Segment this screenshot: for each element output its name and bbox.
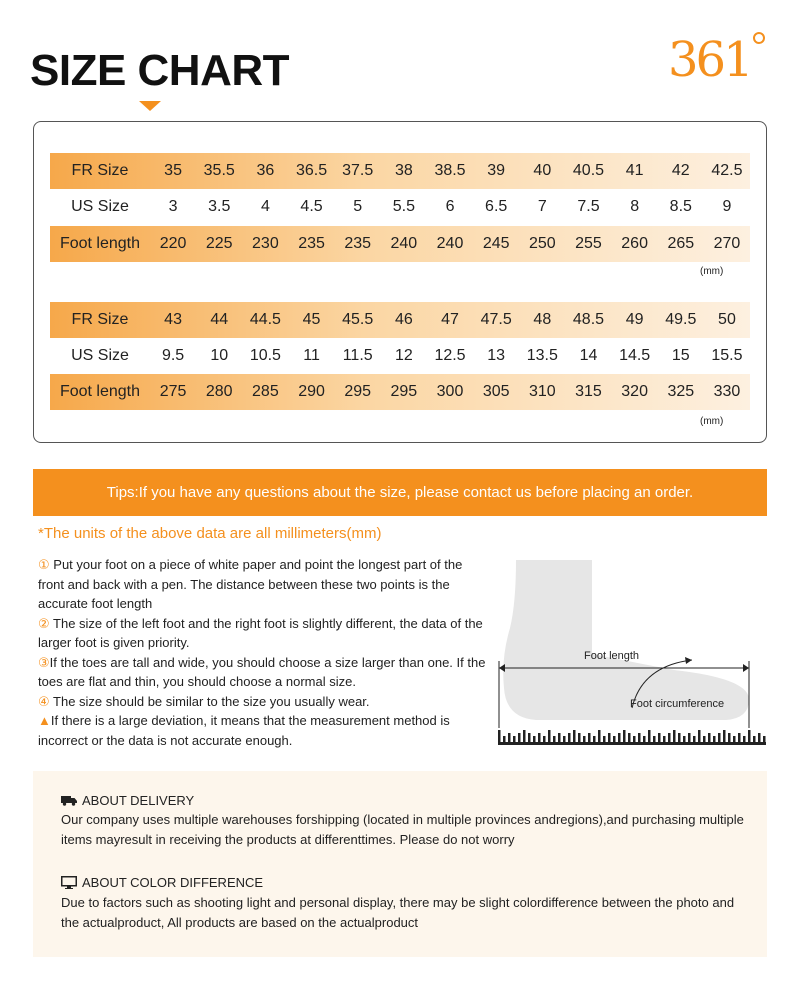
size-cell: 11.5 [342, 347, 373, 364]
page-title: SIZE CHART [30, 46, 289, 95]
ruler-tick [603, 736, 606, 742]
size-cell: 46 [394, 311, 413, 328]
ruler-tick [558, 733, 561, 742]
size-cell: 245 [482, 235, 510, 252]
instruction-text: The size should be similar to the size you usually wear. [49, 693, 370, 709]
ruler-tick [673, 730, 676, 742]
ruler-tick [708, 733, 711, 742]
ruler-tick [753, 736, 756, 742]
ruler-tick [733, 736, 736, 742]
size-cell: 49 [625, 311, 644, 328]
row-label: Foot length [59, 383, 141, 400]
size-cell: 240 [390, 235, 418, 252]
size-cell: 38.5 [434, 162, 466, 179]
size-cell: 10.5 [249, 347, 281, 364]
size-cell: 14.5 [619, 347, 651, 364]
ruler-tick [633, 736, 636, 742]
brand-logo [668, 30, 772, 90]
ruler-tick [703, 736, 706, 742]
ruler-tick [688, 733, 691, 742]
ruler-tick [668, 733, 671, 742]
size-cell: 8.5 [669, 198, 692, 215]
row-label: FR Size [71, 311, 129, 328]
size-cell: 330 [713, 383, 741, 400]
title-marker-icon [139, 101, 161, 111]
ruler-tick [498, 730, 501, 742]
ruler-tick [553, 736, 556, 742]
degree-icon [753, 32, 765, 44]
size-cell: 7 [537, 198, 547, 215]
row-label: US Size [71, 347, 129, 364]
ruler-tick [743, 736, 746, 742]
size-cell: 9 [722, 198, 732, 215]
size-cell: 235 [298, 235, 325, 252]
ruler-tick [543, 736, 546, 742]
size-cell: 315 [575, 383, 602, 400]
row-cells [150, 235, 750, 253]
instruction-2 [38, 614, 488, 653]
ruler-tick [623, 730, 626, 742]
size-cell: 325 [667, 383, 695, 400]
row-label: Foot length [59, 235, 141, 252]
ruler-tick [618, 733, 621, 742]
ruler-tick [693, 736, 696, 742]
size-cell: 12.5 [434, 347, 466, 364]
ruler-tick [643, 736, 646, 742]
size-cell: 13.5 [526, 347, 558, 364]
size-cell: 7.5 [577, 198, 600, 215]
size-cell: 6 [445, 198, 455, 215]
ruler-tick [718, 733, 721, 742]
size-cell: 250 [528, 235, 556, 252]
size-cell: 40.5 [572, 162, 605, 179]
row-label: US Size [71, 198, 129, 215]
size-cell: 15 [671, 347, 690, 364]
foot-measure-diagram [496, 558, 770, 748]
ruler-tick [573, 730, 576, 742]
size-cell: 320 [621, 383, 648, 400]
size-cell: 47 [441, 311, 459, 328]
ruler-tick [518, 733, 521, 742]
size-cell: 36.5 [295, 162, 328, 179]
size-cell: 265 [667, 235, 695, 252]
size-cell: 6.5 [485, 198, 508, 215]
info-box [33, 771, 767, 957]
size-cell: 38 [394, 162, 413, 179]
ruler-base [498, 742, 766, 745]
ruler-tick [593, 736, 596, 742]
size-cell: 48 [533, 311, 552, 328]
row-cells [150, 198, 750, 216]
size-cell: 3.5 [208, 198, 231, 215]
monitor-icon [61, 876, 77, 889]
size-cell: 43 [164, 311, 182, 328]
ruler-tick [598, 730, 601, 742]
ruler-tick [763, 736, 766, 742]
size-cell: 260 [621, 235, 648, 252]
size-cell: 40 [533, 162, 552, 179]
size-cell: 8 [630, 198, 640, 215]
foot-silhouette [503, 560, 749, 720]
size-cell: 240 [436, 235, 464, 252]
warning-icon: ▲ [38, 713, 51, 728]
size-cell: 39 [487, 162, 506, 179]
size-cell: 305 [482, 383, 510, 400]
ruler-tick [648, 730, 651, 742]
size-cell: 35.5 [203, 162, 235, 179]
size-cell: 45 [302, 311, 321, 328]
ruler-tick [528, 733, 531, 742]
instruction-text: If there is a large deviation, it means that the measurement method is incorrect or the data is not accurate enough. [38, 713, 450, 748]
size-cell: 285 [252, 383, 279, 400]
foot-circumference-label: Foot circumference [630, 698, 725, 710]
size-cell: 270 [713, 235, 741, 252]
size-cell: 4.5 [300, 198, 323, 215]
tips-text: Tips:If you have any questions about the size, please contact us before placing an order. [106, 484, 694, 501]
size-cell: 310 [528, 383, 556, 400]
size-cell: 44.5 [249, 311, 281, 328]
ruler-tick [533, 736, 536, 742]
size-cell: 42.5 [711, 162, 743, 179]
ruler-tick [538, 733, 541, 742]
unit-label: (mm) [700, 266, 724, 277]
ruler-tick [628, 733, 631, 742]
tips-bar [33, 469, 767, 516]
size-cell: 14 [579, 347, 598, 364]
size-cell: 280 [205, 383, 233, 400]
size-row [50, 189, 750, 225]
size-cell: 295 [390, 383, 418, 400]
color-difference-text: Due to factors such as shooting light and personal display, there may be slight colordifference between the photo and the actualproduct, All products are based on the actualproduct [61, 895, 735, 930]
instruction-marker: ④ [38, 693, 50, 709]
instruction-text: If the toes are tall and wide, you should choose a size larger than one. If the toes are flat and thin, you should choose a normal size. [38, 654, 486, 689]
size-row [50, 302, 750, 338]
ruler-tick [738, 733, 741, 742]
instruction-4 [38, 692, 488, 712]
ruler-tick [583, 736, 586, 742]
size-cell: 290 [298, 383, 325, 400]
instruction-5 [38, 711, 488, 750]
size-cell: 230 [252, 235, 279, 252]
size-cell: 45.5 [342, 311, 374, 328]
size-cell: 12 [394, 347, 413, 364]
ruler-tick [523, 730, 526, 742]
delivery-title [61, 793, 194, 808]
size-cell: 11 [303, 347, 320, 364]
ruler-tick [613, 736, 616, 742]
ruler-tick [758, 733, 761, 742]
size-row [50, 153, 750, 189]
size-cell: 220 [159, 235, 187, 252]
size-cell: 295 [344, 383, 372, 400]
size-row [50, 374, 750, 410]
size-cell: 50 [718, 311, 736, 328]
ruler-tick [588, 733, 591, 742]
color-difference-title [61, 875, 263, 890]
row-cells [150, 383, 750, 401]
size-cell: 36 [256, 162, 275, 179]
ruler-tick [578, 733, 581, 742]
truck-icon [61, 795, 77, 806]
ruler-tick [508, 733, 511, 742]
ruler-tick [513, 736, 516, 742]
size-cell: 49.5 [665, 311, 697, 328]
ruler-tick [663, 736, 666, 742]
units-note: *The units of the above data are all millimeters(mm) [38, 525, 382, 542]
instruction-marker: ② [38, 615, 50, 631]
size-cell: 255 [575, 235, 602, 252]
row-cells [150, 162, 750, 180]
size-cell: 37.5 [342, 162, 374, 179]
ruler-tick [503, 736, 506, 742]
instruction-text: Put your foot on a piece of white paper and point the longest part of the front and back with a pen. The distance between these two points is the accurate foot length [38, 557, 463, 611]
instruction-3 [38, 653, 488, 692]
unit-label: (mm) [700, 416, 724, 427]
ruler-tick [723, 730, 726, 742]
ruler-tick [728, 733, 731, 742]
ruler-tick [713, 736, 716, 742]
foot-length-label: Foot length [584, 650, 640, 662]
ruler-tick [568, 733, 571, 742]
size-row [50, 226, 750, 262]
row-cells [150, 347, 750, 365]
ruler-tick [608, 733, 611, 742]
instructions [38, 555, 488, 750]
size-cell: 5 [353, 198, 363, 215]
size-cell: 47.5 [480, 311, 512, 328]
size-cell: 275 [159, 383, 187, 400]
ruler [498, 730, 766, 745]
size-cell: 15.5 [711, 347, 743, 364]
instruction-text: The size of the left foot and the right foot is slightly different, the data of the larger foot is given priority. [38, 615, 483, 650]
size-cell: 10 [210, 347, 229, 364]
size-cell: 35 [164, 162, 182, 179]
instruction-1 [38, 555, 488, 614]
ruler-tick [698, 730, 701, 742]
size-cell: 41 [625, 162, 644, 179]
size-row [50, 338, 750, 374]
size-cell: 5.5 [392, 198, 415, 215]
size-cell: 300 [436, 383, 464, 400]
size-cell: 42 [671, 162, 690, 179]
size-cell: 3 [168, 198, 178, 215]
logo-text: 361 [668, 32, 751, 88]
ruler-tick [638, 733, 641, 742]
row-cells [150, 311, 750, 329]
size-cell: 13 [487, 347, 506, 364]
ruler-tick [683, 736, 686, 742]
ruler-tick [563, 736, 566, 742]
ruler-tick [658, 733, 661, 742]
ruler-tick [678, 733, 681, 742]
ruler-tick [653, 736, 656, 742]
size-cell: 225 [205, 235, 233, 252]
ruler-tick [748, 730, 751, 742]
delivery-title-text: ABOUT DELIVERY [82, 793, 195, 808]
row-label: FR Size [71, 162, 129, 179]
instruction-marker: ③ [38, 654, 50, 670]
size-cell: 4 [260, 198, 270, 215]
size-cell: 235 [344, 235, 372, 252]
instruction-marker: ① [38, 557, 50, 572]
size-cell: 48.5 [572, 311, 605, 328]
size-cell: 44 [210, 311, 229, 328]
color-difference-title-text: ABOUT COLOR DIFFERENCE [82, 875, 264, 890]
delivery-text: Our company uses multiple warehouses forshipping (located in multiple provinces andregions),and purchasing multiple items mayresult in receiving the products at differenttimes. Please do not worry [61, 812, 744, 847]
size-cell: 9.5 [161, 347, 185, 364]
ruler-tick [548, 730, 551, 742]
